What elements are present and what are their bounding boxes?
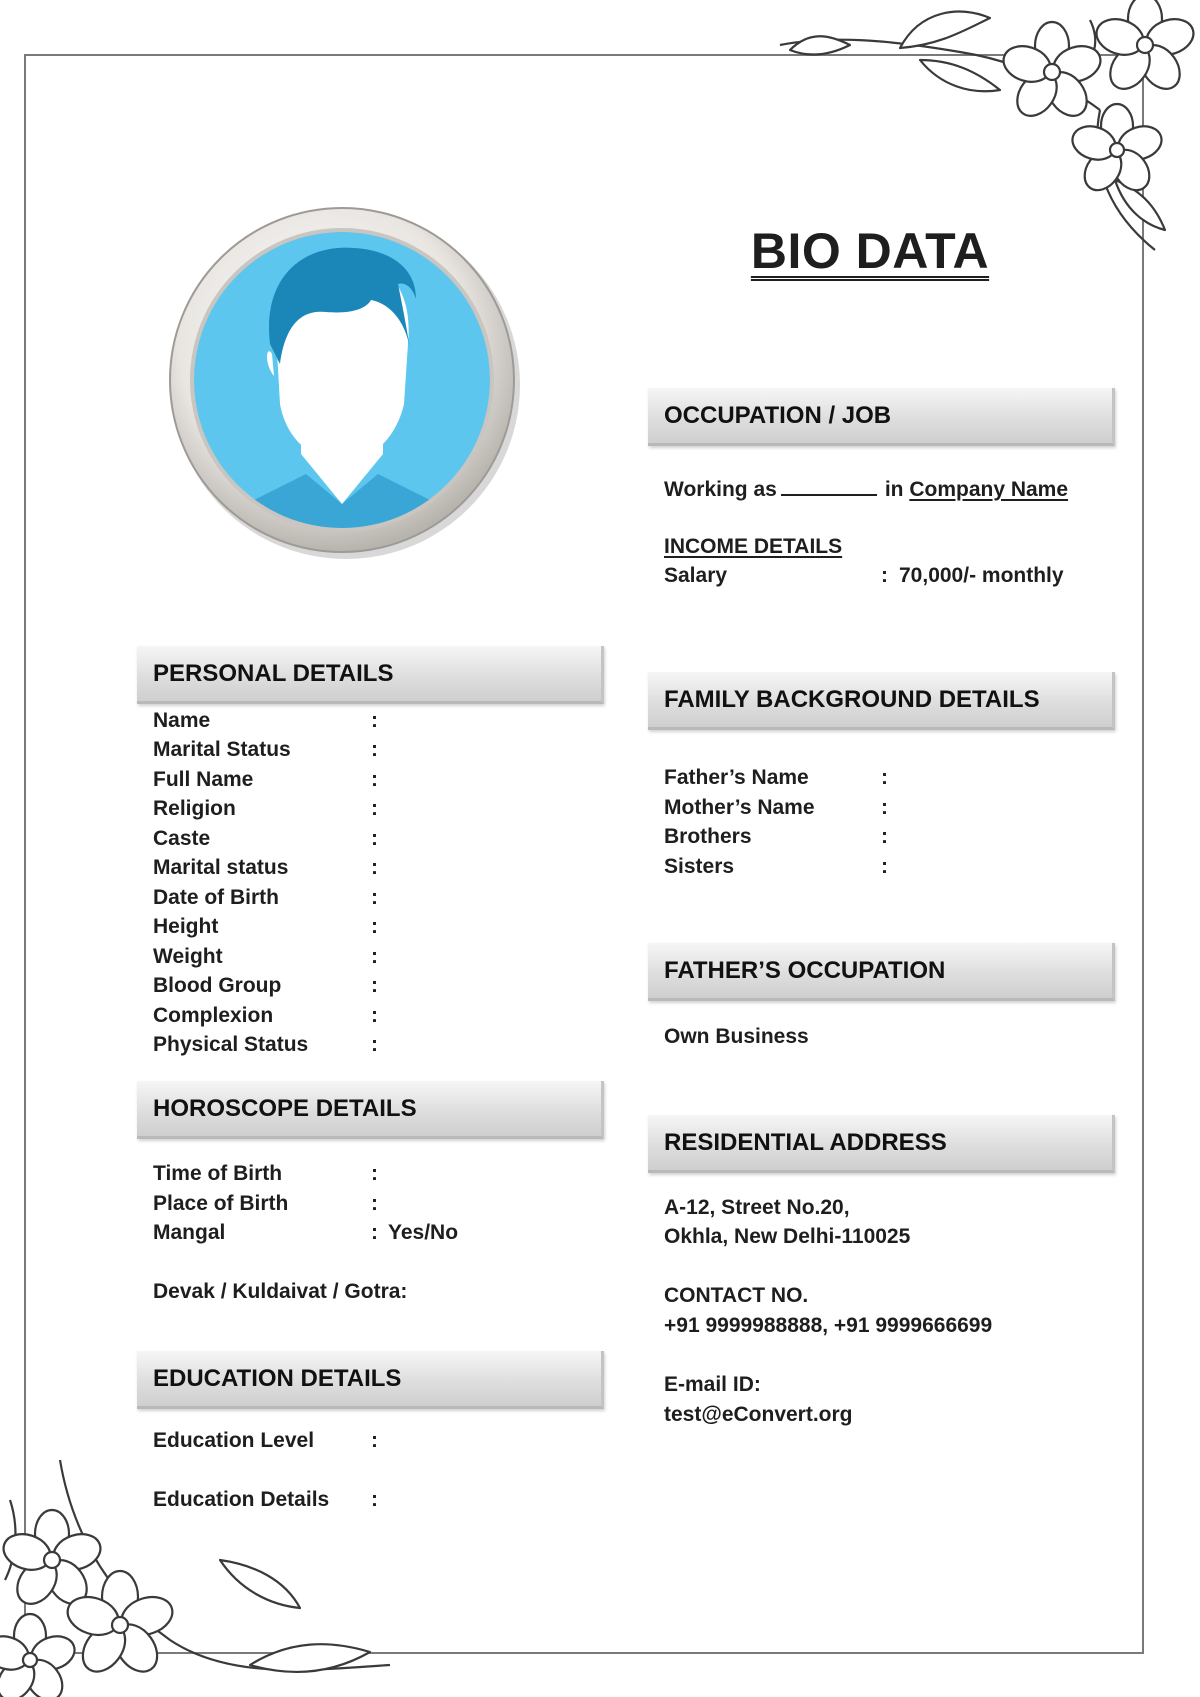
personal-details-header: PERSONAL DETAILS	[137, 646, 604, 704]
family-label: Brothers	[664, 825, 752, 848]
email-value[interactable]: test@eConvert.org	[664, 1403, 853, 1426]
personal-label: Full Name	[153, 768, 254, 791]
education-label: Education Details	[153, 1488, 330, 1511]
income-details-heading: INCOME DETAILS	[664, 535, 843, 558]
personal-separator: :	[371, 856, 378, 879]
personal-separator: :	[371, 974, 378, 997]
father-occupation-header: FATHER’S OCCUPATION	[648, 943, 1115, 1001]
personal-separator: :	[371, 738, 378, 761]
mangal-value: Yes/No	[388, 1221, 459, 1244]
personal-label: Marital status	[153, 856, 289, 879]
family-separator: :	[881, 825, 888, 848]
in-label: in	[884, 478, 904, 501]
family-separator: :	[881, 766, 888, 789]
contact-value: +91 9999988888, +91 9999666699	[664, 1314, 993, 1337]
personal-label: Date of Birth	[153, 886, 279, 909]
floral-corner-top-right	[760, 0, 1200, 260]
horoscope-separator: :	[371, 1162, 378, 1185]
personal-label: Physical Status	[153, 1033, 309, 1056]
family-separator: :	[881, 796, 888, 819]
horoscope-label: Mangal	[153, 1221, 226, 1244]
personal-label: Religion	[153, 797, 236, 820]
horoscope-label: Place of Birth	[153, 1192, 289, 1215]
address-line-1: A-12, Street No.20,	[664, 1196, 850, 1219]
personal-separator: :	[371, 1004, 378, 1027]
personal-label: Blood Group	[153, 974, 282, 997]
company-name: Company Name	[909, 478, 1069, 501]
personal-label: Height	[153, 915, 219, 938]
education-details-header: EDUCATION DETAILS	[137, 1351, 604, 1409]
horoscope-separator: :	[371, 1192, 378, 1215]
personal-label: Marital Status	[153, 738, 291, 761]
personal-separator: :	[371, 1033, 378, 1056]
personal-separator: :	[371, 886, 378, 909]
education-separator: :	[371, 1429, 378, 1452]
page-title: BIO DATA	[750, 223, 990, 279]
family-label: Sisters	[664, 855, 735, 878]
personal-separator: :	[371, 797, 378, 820]
personal-separator: :	[371, 709, 378, 732]
personal-label: Weight	[153, 945, 223, 968]
email-label: E-mail ID:	[664, 1373, 761, 1396]
family-separator: :	[881, 855, 888, 878]
job-title-blank[interactable]	[781, 476, 877, 496]
personal-separator: :	[371, 827, 378, 850]
salary-separator: :	[881, 564, 888, 587]
family-label: Mother’s Name	[664, 796, 815, 819]
personal-separator: :	[371, 945, 378, 968]
education-separator: :	[371, 1488, 378, 1511]
father-occupation-value: Own Business	[664, 1025, 809, 1048]
residential-address-header: RESIDENTIAL ADDRESS	[648, 1115, 1115, 1173]
gotra-label: Devak / Kuldaivat / Gotra:	[153, 1280, 408, 1303]
salary-value: 70,000/- monthly	[899, 564, 1064, 587]
personal-label: Name	[153, 709, 211, 732]
occupation-header: OCCUPATION / JOB	[648, 388, 1115, 446]
working-as-label: Working as	[664, 478, 777, 501]
salary-label: Salary	[664, 564, 728, 587]
personal-label: Complexion	[153, 1004, 274, 1027]
address-line-2: Okhla, New Delhi-110025	[664, 1225, 911, 1248]
personal-label: Caste	[153, 827, 211, 850]
family-background-header: FAMILY BACKGROUND DETAILS	[648, 672, 1115, 730]
family-label: Father’s Name	[664, 766, 809, 789]
working-as-line	[664, 476, 1068, 502]
contact-label: CONTACT NO.	[664, 1284, 809, 1307]
horoscope-separator: :	[371, 1221, 378, 1244]
horoscope-details-header: HOROSCOPE DETAILS	[137, 1081, 604, 1139]
personal-separator: :	[371, 768, 378, 791]
personal-separator: :	[371, 915, 378, 938]
profile-photo[interactable]	[166, 204, 522, 560]
horoscope-label: Time of Birth	[153, 1162, 283, 1185]
education-label: Education Level	[153, 1429, 315, 1452]
floral-corner-bottom-left	[0, 1440, 420, 1697]
